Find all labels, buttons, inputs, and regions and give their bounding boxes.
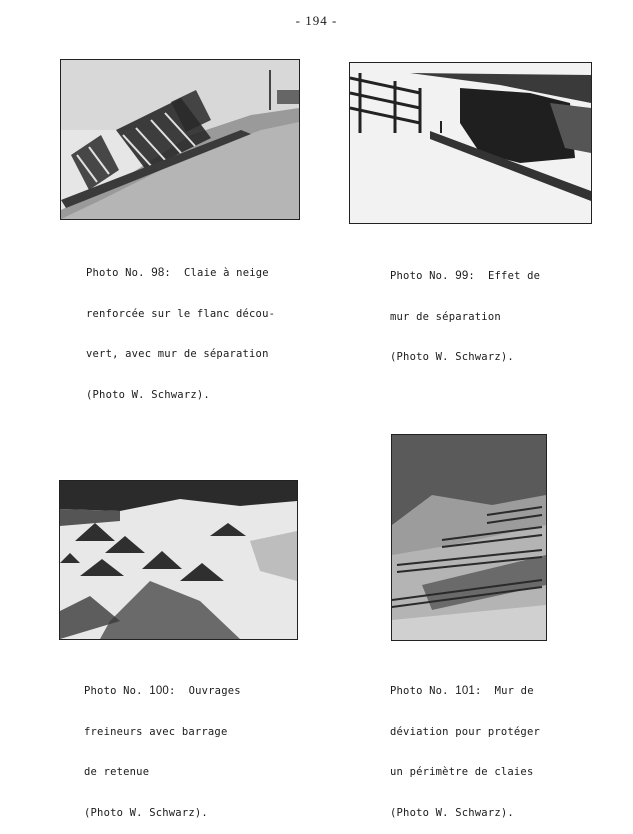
caption-prefix: Photo No. [84,685,150,697]
caption-line-2: mur de séparation [390,310,501,323]
caption-colon: : [468,270,488,282]
caption-prefix: Photo No. [390,270,456,282]
photo-number: 99 [455,270,469,282]
photo-99 [349,62,592,224]
caption-line-4: (Photo W. Schwarz). [390,806,514,819]
caption-photo-98 [86,240,275,416]
caption-prefix: Photo No. [390,685,456,697]
caption-line-4: (Photo W. Schwarz). [86,388,210,401]
separation-wall-image [350,63,591,223]
snow-fence-reinforced-image [61,60,299,219]
photo-100 [59,480,298,640]
deviation-wall-image [392,435,546,640]
caption-line-2: freineurs avec barrage [84,725,228,738]
photo-number: 101 [455,685,476,697]
caption-line [390,685,540,699]
caption-line-3: vert, avec mur de séparation [86,348,269,360]
photo-98 [60,59,300,220]
photo-number: 98 [151,267,165,279]
caption-line-1: Claie à neige [184,267,269,279]
caption-line-2: renforcée sur le flanc décou- [86,307,276,320]
caption-photo-101 [390,658,540,834]
caption-colon: : [169,685,189,697]
caption-line-3: de retenue [84,766,150,778]
caption-line-1: Mur de [494,685,534,697]
caption-line-4: (Photo W. Schwarz). [84,806,208,819]
photo-101 [391,434,547,641]
caption-colon: : [164,267,184,279]
caption-line [84,685,241,699]
caption-line-1: Ouvrages [188,685,241,697]
caption-photo-100 [84,658,241,834]
caption-line-3: un périmètre de claies [390,766,534,778]
caption-line-3: (Photo W. Schwarz). [390,351,514,363]
page-number: - 194 - [295,13,338,28]
caption-line [390,270,540,284]
caption-photo-99 [390,243,540,378]
caption-colon: : [475,685,495,697]
caption-line-2: déviation pour protéger [390,725,540,738]
caption-line [86,267,275,281]
caption-prefix: Photo No. [86,267,152,279]
braking-structures-image [60,481,297,639]
photo-number: 100 [149,685,170,697]
caption-line-1: Effet de [488,270,541,282]
